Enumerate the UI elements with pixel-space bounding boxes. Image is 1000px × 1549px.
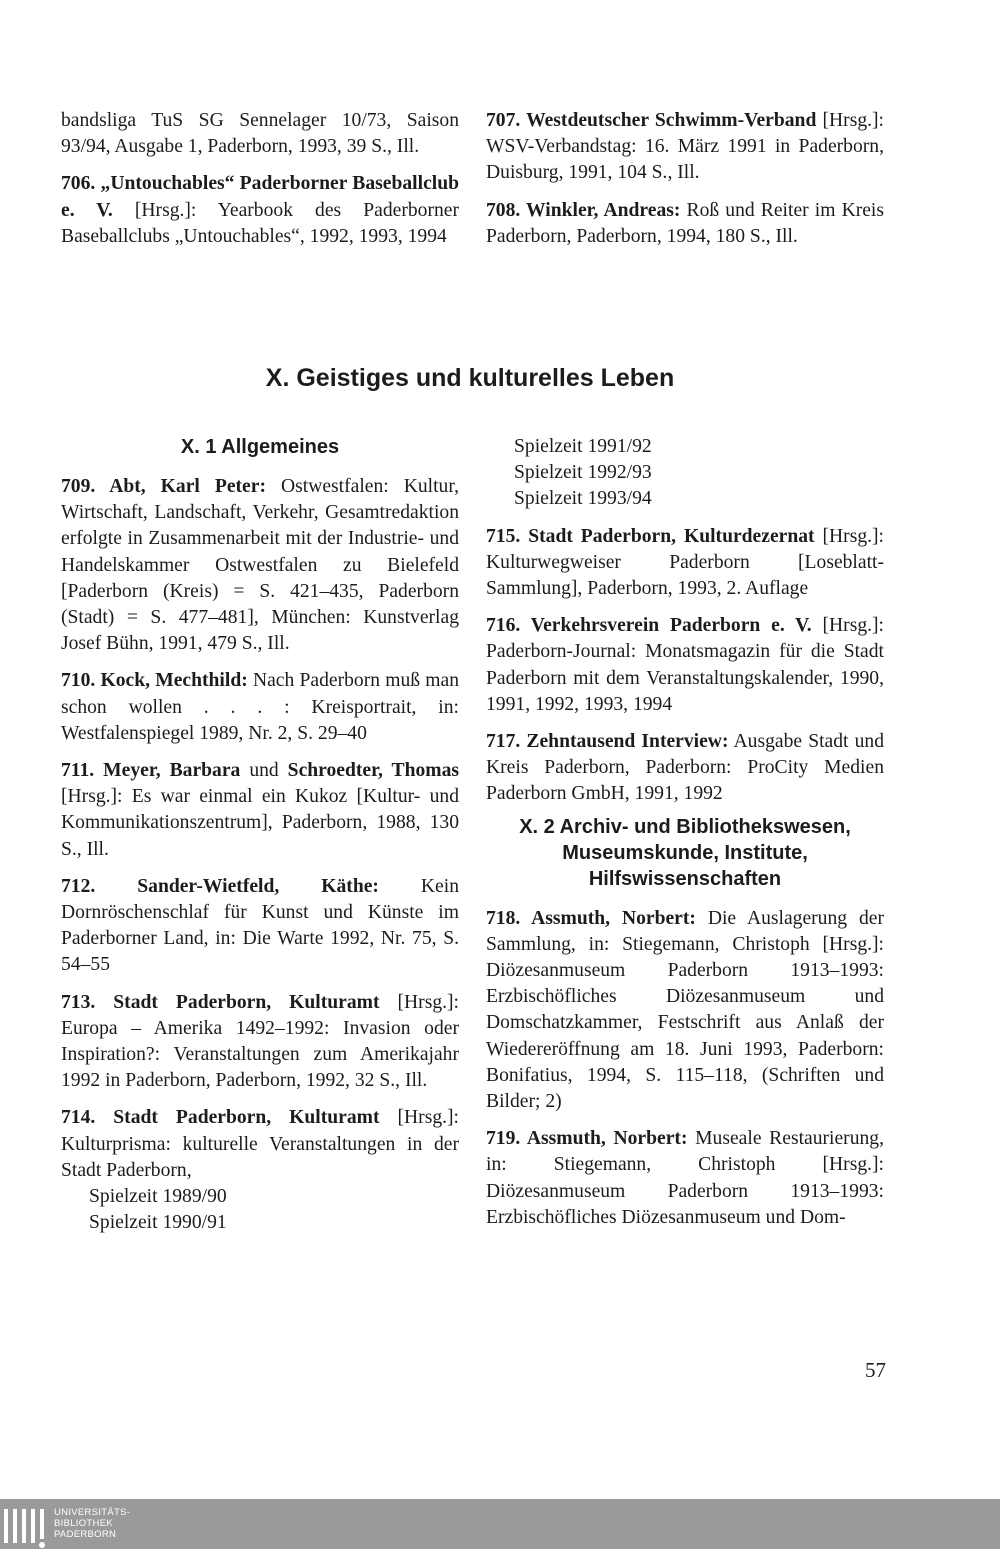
entry-708-head: 708. Winkler, Andreas: [486, 199, 681, 221]
entry-709 [61, 474, 459, 657]
season-line: Spielzeit 1989/90 [89, 1186, 227, 1208]
entry-715-head: 715. Stadt Paderborn, Kulturdezernat [486, 525, 815, 547]
entry-705-continuation: bandsliga TuS SG Sennelager 10/73, Saison 93/94, Ausgabe 1, Paderborn, 1993, 39 S., Ill. [61, 110, 459, 158]
entry-714-body: [Hrsg.]: Kulturprisma: kulturelle Veranstaltungen in der Stadt Paderborn, [61, 1107, 460, 1181]
entry-711-mid: und [240, 760, 288, 782]
entry-707-body: [Hrsg.]: WSV-Verbandstag: 16. März 1991 in Paderborn, Duisburg, 1991, 104 S., Ill. [486, 110, 884, 184]
entry-711 [61, 758, 459, 863]
entry-717-head: 717. Zehntausend Interview: [486, 731, 729, 753]
page-number: 57 [865, 1358, 886, 1382]
entry-707 [486, 108, 884, 187]
entry-706-body: [Hrsg.]: Yearbook des Paderborner Baseballclubs „Untouchables“, 1992, 1993, 1994 [61, 199, 459, 247]
entry-713 [61, 990, 459, 1095]
section-title-allgemeines: X. 1 Allgemeines [180, 436, 340, 458]
library-name-line: BIBLIOTHEK [54, 1518, 113, 1529]
entry-719-head: 719. Assmuth, Norbert: [486, 1128, 688, 1150]
entry-710-head: 710. Kock, Mechthild: [61, 670, 248, 692]
library-name-line: PADERBORN [54, 1529, 117, 1540]
right-column-main [486, 434, 884, 1242]
entry-719-body: Museale Restaurierung, in: Stiegemann, Christoph [Hrsg.]: Diözesanmuseum Paderborn 1913–1993: Erzbischöfliches Diözesanmuseum und Dom- [486, 1128, 884, 1228]
entry-709-head: 709. Abt, Karl Peter: [61, 476, 266, 497]
season-line: Spielzeit 1993/94 [514, 488, 652, 510]
entry-712-body: Kein Dornröschenschlaf für Kunst und Künste im Paderborner Land, in: Die Warte 1992, Nr. 75, S. 54–55 [61, 875, 459, 976]
entry-710-body: Nach Paderborn muß man schon wollen . . . : Kreisportrait, in: Westfalenspiegel 1989, Nr. 2, S. 29–40 [61, 670, 459, 744]
entry-718-head: 718. Assmuth, Norbert: [486, 907, 696, 929]
entry-716-body: [Hrsg.]: Paderborn-Journal: Monatsmagazin für die Stadt Paderborn mit dem Veranstaltungskalender, 1990, 1991, 1992, 1993, 1994 [486, 615, 884, 715]
entry-718 [486, 906, 884, 1116]
entry-717-body: Ausgabe Stadt und Kreis Paderborn, Paderborn: ProCity Medien Paderborn GmbH, 1991, 1992 [486, 731, 884, 805]
library-logo-icon [0, 1499, 50, 1549]
season-line: Spielzeit 1992/93 [514, 462, 652, 484]
entry-708-body: Roß und Reiter im Kreis Paderborn, Paderborn, 1994, 180 S., Ill. [486, 199, 885, 247]
entry-713-body: [Hrsg.]: Europa – Amerika 1492–1992: Invasion oder Inspiration?: Veranstaltungen zum Amerikajahr 1992 in Paderborn, Paderborn, 1992, 32 S., Ill. [61, 991, 460, 1092]
entry-715 [486, 524, 884, 603]
entry-712 [61, 874, 459, 979]
left-column-top [61, 108, 459, 261]
left-column-main [61, 434, 459, 1236]
entry-711-head1: 711. Meyer, Barbara [61, 760, 241, 782]
season-line: Spielzeit 1991/92 [514, 436, 652, 457]
entry-708 [486, 198, 884, 250]
entry-707-head: 707. Westdeutscher Schwimm-Verband [486, 110, 817, 131]
entry-714 [61, 1105, 459, 1184]
entry-714-head: 714. Stadt Paderborn, Kulturamt [61, 1107, 380, 1129]
entry-716-head: 716. Verkehrsverein Paderborn e. V. [486, 615, 812, 637]
entry-711-body: [Hrsg.]: Es war einmal ein Kukoz [Kultur- und Kommunikationszentrum], Paderborn, 1988, 130 S., Ill. [61, 786, 459, 860]
entry-712-head: 712. Sander-Wietfeld, Käthe: [61, 875, 379, 897]
entry-706-head: 706. „Untouchables“ Paderborner Baseballclub e. V. [61, 173, 459, 221]
right-column-top [486, 108, 884, 261]
library-name-line: UNIVERSITÄTS- [54, 1507, 131, 1518]
entry-715-body: [Hrsg.]: Kulturwegweiser Paderborn [Loseblatt-Sammlung], Paderborn, 1993, 2. Auflage [486, 525, 884, 600]
entry-711-head2: Schroedter, Thomas [287, 760, 460, 782]
library-footer [0, 1499, 1000, 1549]
entry-718-body: Die Auslagerung der Sammlung, in: Stiegemann, Christoph [Hrsg.]: Diözesanmuseum Paderborn 1913–1993: Erzbischöfliches Diözesanmuseum und Domschatzkammer, Festschrift aus Anlaß der Wiedereröffnung am 18. Juni 1993, Paderborn: Bonifatius, 1994, S. 115–118, (Schriften und Bilder; 2) [486, 907, 884, 1113]
entry-709-body: Ostwestfalen: Kultur, Wirtschaft, Landschaft, Verkehr, Gesamtredaktion erfolgte in Zusammenarbeit mit der Industrie- und Handelskammer Ostwestfalen zu Bielefeld [Paderborn (Kreis) = S. 421–435, Paderborn (Stadt) = S. 477–481], München: Kunstverlag Josef Bühn, 1991, 479 S., Ill. [61, 476, 459, 655]
entry-710 [61, 668, 459, 747]
entry-706 [61, 171, 459, 250]
entry-713-head: 713. Stadt Paderborn, Kulturamt [61, 991, 380, 1013]
season-line: Spielzeit 1990/91 [89, 1212, 227, 1234]
library-name [54, 1507, 130, 1540]
chapter-title: X. Geistiges und kulturelles Leben [265, 364, 675, 392]
entry-719 [486, 1126, 884, 1231]
section-title-archiv: X. 2 Archiv- und Bibliothekswesen, Museumskunde, Institute, Hilfswissenschaften [519, 815, 851, 890]
entry-717 [486, 729, 884, 808]
entry-716 [486, 613, 884, 718]
